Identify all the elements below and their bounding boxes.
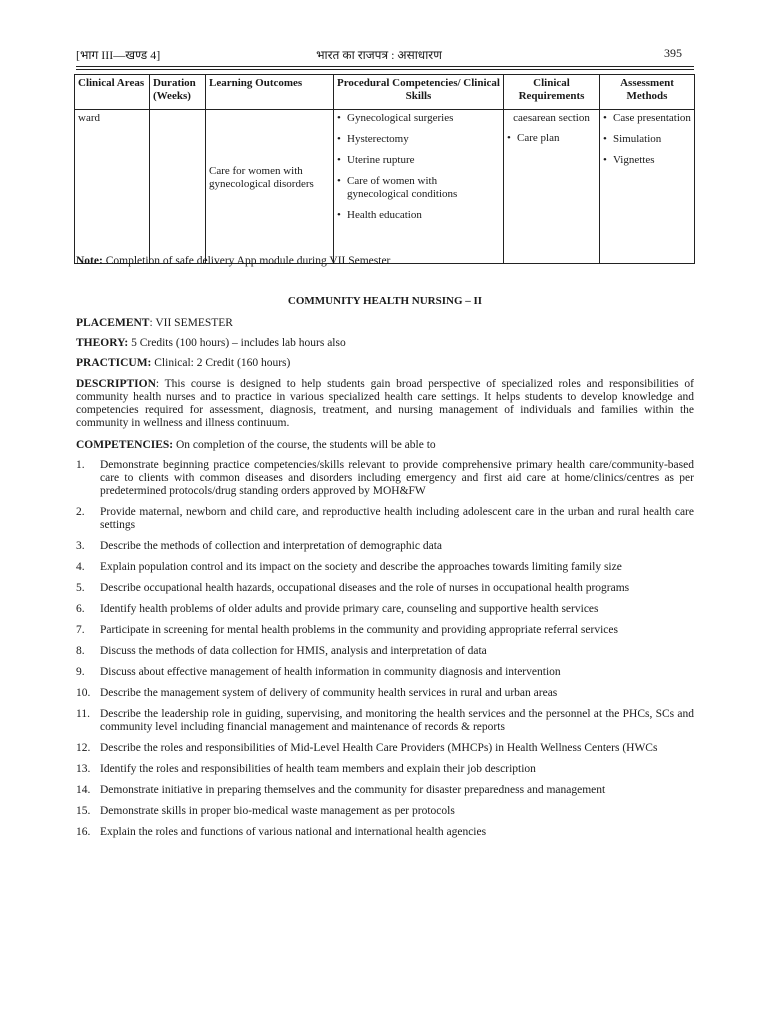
list-item [76,763,694,776]
list-item [76,540,694,553]
list-item: • Care of women with gynecological conditions [337,175,500,201]
item-number: 13. [76,763,91,775]
list-item: • Gynecological surgeries [337,112,500,125]
cell-assessment-methods [600,110,695,264]
note-label: Note: [76,255,103,267]
item-text: Discuss the methods of data collection for HMIS, analysis and interpretation of data [100,645,487,657]
item-text: Demonstrate initiative in preparing themselves and the community for disaster preparedness and management [100,784,606,796]
item-text: Provide maternal, newborn and child care, and reproductive health including adolescent care in the urban and rural health care settings [100,506,694,531]
cell-learning-outcome [206,110,334,264]
list-item [76,506,694,532]
competencies-intro-text: On completion of the course, the students will be able to [173,439,436,451]
practicum-line [76,357,694,370]
col-header-clinical-areas: Clinical Areas [75,75,150,110]
list-item: • Care plan [507,132,596,145]
page-number: 395 [664,46,682,60]
item-number: 8. [76,645,85,657]
item-text: Describe the roles and responsibilities of Mid-Level Health Care Providers (MHCPs) in Health Wellness Centers (HWCs [100,742,658,754]
table-row [75,110,695,264]
list-item [76,805,694,818]
list-item [76,687,694,700]
note-text: Completion of safe delivery App module during VII Semester [102,255,391,267]
clinical-table [74,74,695,264]
item-text: Explain the roles and functions of various national and international health agencies [100,826,487,838]
note-line [76,255,694,268]
header-part-label: [भाग III—खण्ड 4] [76,48,161,62]
item-number: 1. [76,459,85,471]
item-text: Demonstrate beginning practice competencies/skills relevant to provide comprehensive primary health care/community-based care to clients with common diseases and disorders including emergency and first aid care at home/clinics/centres as per predetermined protocols/drug standing orders approved by MOH&FW [100,459,694,497]
item-text: Explain population control and its impact on the society and describe the approaches towards limiting family size [100,561,622,573]
col-header-procedural-competencies: Procedural Competencies/ Clinical Skills [334,75,504,110]
item-number: 4. [76,561,85,573]
practicum-text: Clinical: 2 Credit (160 hours) [151,357,291,369]
col-header-clinical-requirements: Clinical Requirements [504,75,600,110]
competencies-intro [76,439,694,452]
item-text: Identify the roles and responsibilities of health team members and explain their job description [100,763,536,775]
item-number: 6. [76,603,85,615]
header-rule-top [76,66,694,67]
list-item: • Vignettes [603,154,691,167]
theory-label: THEORY: [76,337,129,349]
theory-text: 5 Credits (100 hours) – includes lab hours also [128,337,346,349]
item-number: 5. [76,582,85,594]
item-text: Describe occupational health hazards, occupational diseases and the role of nurses in occupational health programs [100,582,630,594]
table-header-row [75,75,695,110]
list-item: • Case presentation [603,112,691,125]
practicum-label: PRACTICUM: [76,357,152,369]
skills-list [337,112,500,222]
item-number: 12. [76,742,91,754]
list-item [76,582,694,595]
item-text: Participate in screening for mental health problems in the community and providing appropriate referral services [100,624,618,636]
cell-duration [150,110,206,264]
cell-clinical-area: ward [75,110,150,264]
list-item: • Health education [337,209,500,222]
list-item [76,742,694,755]
item-number: 7. [76,624,85,636]
course-title: COMMUNITY HEALTH NURSING – II [287,295,483,307]
competencies-label: COMPETENCIES: [76,439,174,451]
list-item [76,459,694,498]
item-number: 14. [76,784,91,796]
item-number: 16. [76,826,91,838]
list-item [76,603,694,616]
gazette-title: भारत का राजपत्र : असाधारण [316,48,442,62]
list-item [76,826,694,839]
col-header-duration: Duration (Weeks) [150,75,206,110]
description-label: DESCRIPTION [76,378,156,390]
item-number: 2. [76,506,85,518]
item-text: Discuss about effective management of health information in community diagnosis and intervention [100,666,561,678]
item-text: Describe the methods of collection and interpretation of demographic data [100,540,443,552]
list-item: • Hysterectomy [337,133,500,146]
list-item: • Uterine rupture [337,154,500,167]
item-number: 10. [76,687,91,699]
col-header-assessment-methods: Assessment Methods [600,75,695,110]
col-header-learning-outcomes: Learning Outcomes [206,75,334,110]
placement-label: PLACEMENT [76,317,150,329]
list-item [76,666,694,679]
requirement-text: caesarean section [513,112,590,124]
item-text: Identify health problems of older adults and provide primary care, counseling and supportive health services [100,603,599,615]
item-number: 11. [76,708,90,720]
placement-text: : VII SEMESTER [149,317,233,329]
list-item [76,784,694,797]
cell-clinical-requirements [504,110,600,264]
cell-clinical-skills [334,110,504,264]
list-item [76,624,694,637]
placement-line [76,317,694,330]
item-number: 3. [76,540,85,552]
learning-outcome-text: Care for women with gynecological disorders [209,164,314,190]
assessment-list [603,112,691,167]
running-header [76,46,682,62]
list-item [76,645,694,658]
competencies-list [76,459,694,847]
item-text: Describe the management system of delivery of community health services in rural and urban areas [100,687,558,699]
header-rule-bottom [76,69,694,70]
item-number: 9. [76,666,85,678]
description-text: : This course is designed to help students gain broad perspective of specialized roles and responsibilities of community health nurses and to practice in various specialized health care settings. It helps students to develop knowledge and competencies required for assessment, diagnosis, treatment, and nursing management of individuals and families within the community in wellness and illness continuum. [76,378,694,429]
list-item: • Simulation [603,133,691,146]
item-text: Demonstrate skills in proper bio-medical waste management as per protocols [100,805,455,817]
list-item [76,708,694,734]
description-paragraph [76,378,694,430]
item-number: 15. [76,805,91,817]
list-item [76,561,694,574]
item-text: Describe the leadership role in guiding, supervising, and monitoring the health services and the personnel at the PHCs, SCs and community level including financial management and maintenance of records & reports [100,708,694,733]
theory-line [76,337,694,350]
